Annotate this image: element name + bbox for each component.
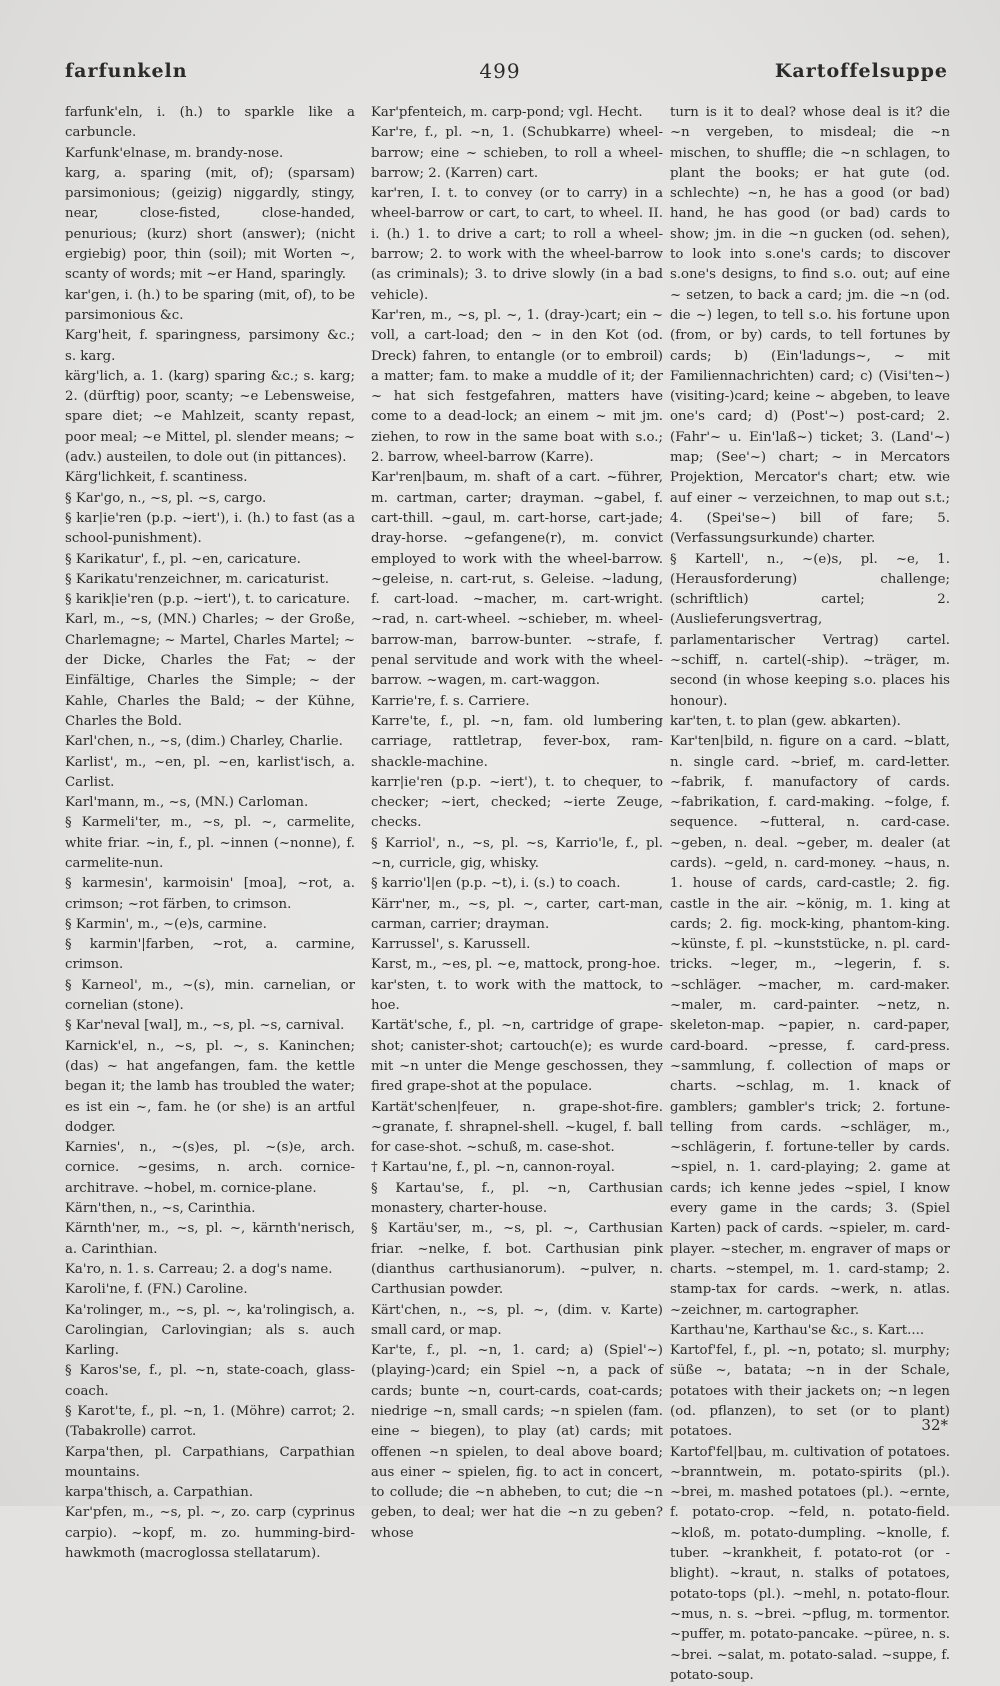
dictionary-entry: § Karikatur', f., pl. ~en, caricature. xyxy=(65,551,301,567)
column-3 xyxy=(670,103,950,1683)
dictionary-entry: karpa'thisch, a. Carpathian. xyxy=(65,1485,254,1501)
dictionary-entry: Karre'te, f., pl. ~n, fam. old lumbering carriage, rattletrap, fever-box, ram-shackle-machine. xyxy=(371,713,663,770)
dictionary-entry: Karst, m., ~es, pl. ~e, mattock, prong-hoe. xyxy=(371,957,661,973)
dictionary-entry: karg, a. sparing (mit, of); (sparsam) parsimonious; (geizig) niggardly, stingy, near, close-fisted, close-handed, penurious; (kurz) short (answer); (nicht ergiebig) poor, thin (soil); mit Worten ~, scanty of words; mit ~er Hand, sparingly. xyxy=(65,165,355,283)
signature-mark: 32* xyxy=(921,1416,948,1434)
dictionary-entry: Karl'mann, m., ~s, (MN.) Carloman. xyxy=(65,795,309,811)
dictionary-entry: Kärg'lichkeit, f. scantiness. xyxy=(65,470,248,486)
dictionary-entry: § Karikatu'renzeichner, m. caricaturist. xyxy=(65,571,329,587)
dictionary-entry: Karfunk'elnase, m. brandy-nose. xyxy=(65,145,284,161)
dictionary-entry: § Kartau'se, f., pl. ~n, Carthusian monastery, charter-house. xyxy=(371,1180,663,1217)
dictionary-entry: † Kartau'ne, f., pl. ~n, cannon-royal. xyxy=(371,1160,615,1176)
dictionary-entry: Karg'heit, f. sparingness, parsimony &c.; s. karg. xyxy=(65,328,355,364)
dictionary-entry: kar'gen, i. (h.) to be sparing (mit, of), to be parsimonious &c. xyxy=(65,287,355,323)
dictionary-entry: Karnies', n., ~(s)es, pl. ~(s)e, arch. cornice. ~gesims, n. arch. cornice-architrave. ~hobel, m. cornice-plane. xyxy=(65,1140,355,1196)
running-head-right: Kartoffelsuppe xyxy=(774,60,948,82)
running-head-left: farfunkeln xyxy=(65,60,188,82)
dictionary-entry: Karl, m., ~s, (MN.) Charles; ~ der Große, Charlemagne; ~ Martel, Charles Martel; ~ der Dicke, Charles the Fat; ~ der Einfältige, Charles the Simple; ~ der Kahle, Charles the Bald; ~ der Kühne, Charles the Bold. xyxy=(65,612,355,729)
dictionary-entry: § Kar'go, n., ~s, pl. ~s, cargo. xyxy=(65,490,267,506)
dictionary-entry: Kärnth'ner, m., ~s, pl. ~, kärnth'nerisch, a. Carinthian. xyxy=(65,1221,355,1257)
dictionary-entry: Kar'ten|bild, n. figure on a card. ~blatt, n. single card. ~brief, m. card-letter. ~fabrik, f. manufactory of cards. ~fabrikation, f. card-making. ~folge, f. sequence. ~futteral, n. card-case. ~geben, n. deal. ~geber, m. dealer (at cards). ~geld, n. card-money. ~haus, n. 1. house of cards, card-castle; 2. fig. castle in the air. ~könig, m. 1. king at cards; 2. fig. mock-king, phantom-king. ~künste, f. pl. ~kunststücke, n. pl. card-tricks. ~leger, m., ~legerin, f. s. ~schläger. ~macher, m. card-maker. ~maler, m. card-painter. ~netz, n. skeleton-map. ~papier, n. card-paper, card-board. ~presse, f. card-press. ~sammlung, f. collection of maps or charts. ~schlag, m. 1. knack of gamblers; gambler's trick; 2. fortune-telling from cards. ~schläger, m., ~schlägerin, f. fortune-teller by cards. ~spiel, n. 1. card-playing; 2. game at cards; ich kenne jedes ~spiel, I know every game in the cards; 3. (Spiel Karten) pack of cards. ~spieler, m. card-player. ~stecher, m. engraver of maps or charts. ~stempel, m. 1. card-stamp; 2. stamp-tax for cards. ~werk, n. atlas. ~zeichner, m. cartographer. xyxy=(670,734,950,1318)
dictionary-entry: Karl'chen, n., ~s, (dim.) Charley, Charlie. xyxy=(65,734,343,750)
dictionary-entry: Karlist', m., ~en, pl. ~en, karlist'isch, a. Carlist. xyxy=(65,754,355,790)
dictionary-entry: § Kartell', n., ~(e)s, pl. ~e, 1. (Herausforderung) challenge; (schriftlich) cartel; 2. (Auslieferungsvertrag, parlamentarischer Vertrag) cartel. ~schiff, n. cartel(-ship). ~träger, m. second (in whose keeping s.o. places his honour). xyxy=(670,551,950,709)
dictionary-entry: Karnick'el, n., ~s, pl. ~, s. Kaninchen; (das) ~ hat angefangen, fam. the kettle began it; the lamb has troubled the water; es ist ein ~, fam. he (or she) is an artful dodger. xyxy=(65,1038,355,1135)
dictionary-entry: § Karmeli'ter, m., ~s, pl. ~, carmelite, white friar. ~in, f., pl. ~innen (~nonne), f. carmelite-nun. xyxy=(65,815,355,871)
dictionary-entry: § karmesin', karmoisin' [moa], ~rot, a. crimson; ~rot färben, to crimson. xyxy=(65,876,355,912)
dictionary-entry: Kartof'fel|bau, m. cultivation of potatoes. ~branntwein, m. potato-spirits (pl.). ~brei, m. mashed potatoes (pl.). ~ernte, f. potato-crop. ~feld, n. potato-field. ~kloß, m. potato-dumpling. ~knolle, f. tuber. ~krankheit, f. potato-rot (or -blight). ~kraut, n. stalks of potatoes, potato-tops (pl.). ~mehl, n. potato-flour. ~mus, n. s. ~brei. ~pflug, m. tormentor. ~puffer, m. potato-pancake. ~püree, n. s. ~brei. ~salat, m. potato-salad. ~suppe, f. potato-soup. xyxy=(670,1444,950,1683)
dictionary-entry: § Karot'te, f., pl. ~n, 1. (Möhre) carrot; 2. (Tabakrolle) carrot. xyxy=(65,1404,355,1440)
dictionary-entry: Kar'pfen, m., ~s, pl. ~, zo. carp (cyprinus carpio). ~kopf, m. zo. humming-bird-hawkmoth (macroglossa stellatarum). xyxy=(65,1505,355,1562)
dictionary-entry: Karpa'then, pl. Carpathians, Carpathian mountains. xyxy=(65,1444,355,1480)
dictionary-entry: § Karriol', n., ~s, pl. ~s, Karrio'le, f., pl. ~n, curricle, gig, whisky. xyxy=(371,835,663,871)
dictionary-entry: § Kartäu'ser, m., ~s, pl. ~, Carthusian friar. ~nelke, f. bot. Carthusian pink (dianthus carthusianorum). ~pulver, n. Carthusian powder. xyxy=(371,1221,663,1298)
dictionary-entry: § Karneol', m., ~(s), min. carnelian, or cornelian (stone). xyxy=(65,977,355,1014)
dictionary-entry: § kar|ie'ren (p.p. ~iert'), i. (h.) to fast (as a school-punishment). xyxy=(65,510,355,547)
dictionary-entry: Kar'ren, m., ~s, pl. ~, 1. (dray-)cart; ein ~ voll, a cart-load; den ~ in den Kot (od. Dreck) fahren, to entangle (or to embroil) a matter; fam. to make a muddle of it; der ~ hat sich festgefahren, matters have come to a dead-lock; an einem ~ mit jm. ziehen, to row in the same boat with s.o.; 2. barrow, wheel-barrow (Karre). xyxy=(371,307,663,466)
dictionary-entry: Kar're, f., pl. ~n, 1. (Schubkarre) wheel-barrow; eine ~ schieben, to roll a wheel-barrow; 2. (Karren) cart. xyxy=(371,125,663,181)
column-2 xyxy=(371,103,663,1541)
page-number: 499 xyxy=(479,59,521,83)
dictionary-entry: Kartof'fel, f., pl. ~n, potato; sl. murphy; süße ~, batata; ~n in der Schale, potatoes with their jackets on; ~n legen (od. pflanzen), to set (or to plant) potatoes. xyxy=(670,1343,950,1440)
dictionary-entry: § Karos'se, f., pl. ~n, state-coach, glass-coach. xyxy=(65,1363,355,1399)
dictionary-entry: Karrie're, f. s. Carriere. xyxy=(371,693,530,709)
dictionary-entry: kar'ren, I. t. to convey (or to carry) in a wheel-barrow or cart, to cart, to wheel. II. i. (h.) 1. to drive a cart; to roll a wheel-barrow; 2. to work with the wheel-barrow (as criminals); 3. to drive slowly (in a bad vehicle). xyxy=(371,186,663,303)
dictionary-entry: kar'ten, t. to plan (gew. abkarten). xyxy=(670,713,901,729)
dictionary-entry: Kartät'sche, f., pl. ~n, cartridge of grape-shot; canister-shot; cartouch(e); es wurde mit ~n unter die Menge geschossen, they fired grape-shot at the populace. xyxy=(371,1018,663,1095)
dictionary-entry: Kar'ren|baum, m. shaft of a cart. ~führer, m. cartman, carter; drayman. ~gabel, f. cart-thill. ~gaul, m. cart-horse, cart-jade; dray-horse. ~gefangene(r), m. convict employed to work with the wheel-barrow. ~geleise, n. cart-rut, s. Geleise. ~ladung, f. cart-load. ~macher, m. cart-wright. ~rad, n. cart-wheel. ~schieber, m. wheel-barrow-man, barrow-bunter. ~strafe, f. penal servitude and work with the wheel-barrow. ~wagen, m. cart-waggon. xyxy=(371,470,663,689)
dictionary-entry: § Kar'neval [wal], m., ~s, pl. ~s, carnival. xyxy=(65,1018,345,1034)
dictionary-entry: farfunk'eln, i. (h.) to sparkle like a carbuncle. xyxy=(65,105,355,141)
dictionary-entry: Kar'pfenteich, m. carp-pond; vgl. Hecht. xyxy=(371,105,643,120)
dictionary-entry: kärg'lich, a. 1. (karg) sparing &c.; s. karg; 2. (dürftig) poor, scanty; ~e Lebensweise, spare diet; ~e Mahlzeit, scanty repast, poor meal; ~e Mittel, pl. slender means; ~ (adv.) austeilen, to dole out (in pittances). xyxy=(65,368,355,466)
dictionary-entry: § karmin'|farben, ~rot, a. carmine, crimson. xyxy=(65,937,355,973)
dictionary-entry: Karrussel', s. Karussell. xyxy=(371,937,531,953)
dictionary-entry: turn is it to deal? whose deal is it? die ~n vergeben, to misdeal; die ~n mischen, to shuffle; die ~n schlagen, to plant the books; er hat gute (od. schlechte) ~n, he has a good (or bad) hand, he has good (or bad) cards to show; jm. in die ~n gucken (od. sehen), to look into s.one's cards; to discover s.one's designs, to find s.o. out; auf eine ~ setzen, to back a card; jm. die ~n (od. die ~) legen, to tell s.o. his fortune upon (from, or by) cards, to tell fortunes by cards; b) (Ein'ladungs~, ~ mit Familiennachrichten) card; c) (Visi'ten~) (visiting-)card; keine ~ abgeben, to leave one's card; d) (Post'~) post-card; 2. (Fahr'~ u. Ein'laß~) ticket; 3. (Land'~) map; (See'~) chart; ~ in Mercators Projektion, Mercator's chart; etw. wie auf einer ~ verzeichnen, to map out s.t.; 4. (Spei'se~) bill of fare; 5. (Verfassungsurkunde) charter. xyxy=(670,105,950,547)
dictionary-entry: Karoli'ne, f. (FN.) Caroline. xyxy=(65,1282,248,1298)
dictionary-entry: Kärt'chen, n., ~s, pl. ~, (dim. v. Karte) small card, or map. xyxy=(371,1302,663,1338)
dictionary-entry: karr|ie'ren (p.p. ~iert'), t. to chequer, to checker; ~iert, checked; ~ierte Zeuge, checks. xyxy=(371,774,663,831)
dictionary-entry: § karik|ie'ren (p.p. ~iert'), t. to caricature. xyxy=(65,592,351,608)
dictionary-entry: Kärn'then, n., ~s, Carinthia. xyxy=(65,1201,256,1217)
dictionary-entry: § Karmin', m., ~(e)s, carmine. xyxy=(65,916,267,932)
dictionary-entry: Karthau'ne, Karthau'se &c., s. Kart.... xyxy=(670,1322,925,1338)
dictionary-entry: Ka'ro, n. 1. s. Carreau; 2. a dog's name. xyxy=(65,1261,333,1277)
dictionary-entry: Kar'te, f., pl. ~n, 1. card; a) (Spiel'~) (playing-)card; ein Spiel ~n, a pack of cards; bunte ~n, court-cards, coat-cards; niedrige ~n, small cards; ~n spielen (fam. eine ~ biegen), to play (at) cards; mit offenen ~n spielen, to deal above board; aus einer ~ spielen, fig. to act in concert, to collude; die ~n abheben, to cut; die ~n geben, to deal; wer hat die ~n zu geben? whose xyxy=(371,1343,663,1541)
dictionary-entry: Kartät'schen|feuer, n. grape-shot-fire. ~granate, f. shrapnel-shell. ~kugel, f. ball for case-shot. ~schuß, m. case-shot. xyxy=(371,1099,663,1156)
dictionary-entry: Ka'rolinger, m., ~s, pl. ~, ka'rolingisch, a. Carolingian, Carlovingian; als s. auch Karling. xyxy=(65,1302,355,1359)
column-1 xyxy=(65,103,355,1562)
dictionary-entry: Kärr'ner, m., ~s, pl. ~, carter, cart-man, carman, carrier; drayman. xyxy=(371,896,663,932)
dictionary-entry: kar'sten, t. to work with the mattock, to hoe. xyxy=(371,977,663,1014)
dictionary-entry: § karrio'l|en (p.p. ~t), i. (s.) to coach. xyxy=(371,876,621,892)
